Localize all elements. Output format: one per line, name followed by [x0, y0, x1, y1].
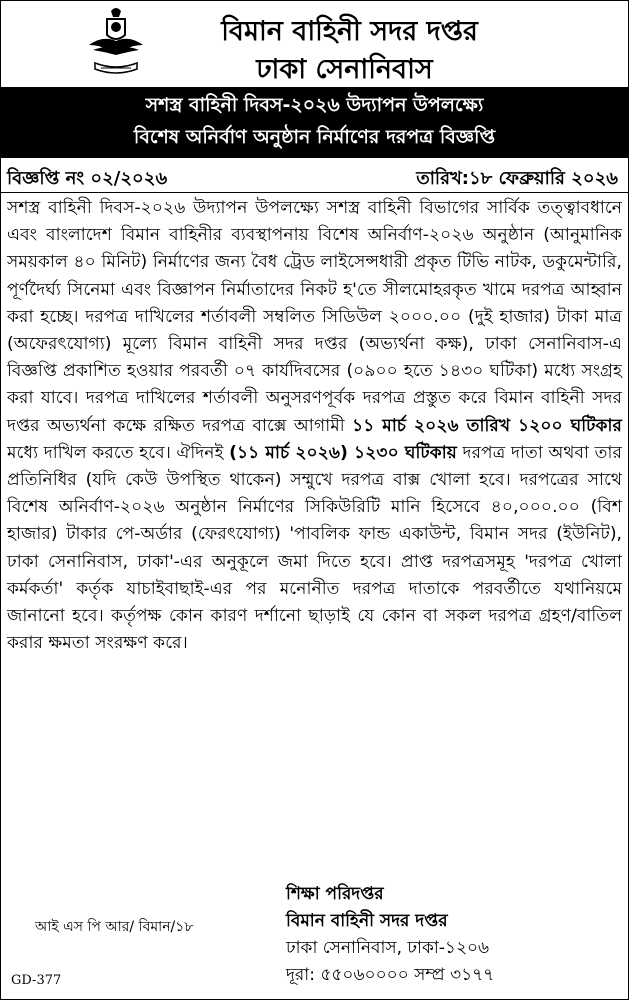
banner-line-2: বিশেষ অনির্বাণ অনুষ্ঠান নির্মাণের দরপত্র বিজ্ঞপ্তি: [133, 126, 496, 148]
body-part-1: সশস্ত্র বাহিনী দিবস-২০২৬ উদ্যাপন উপলক্ষ্যে সশস্ত্র বাহিনী বিভাগের সার্বিক তত্ত্বাবধানে এবং বাংলাদেশ বিমান বাহিনীর ব্যবস্থাপনায় বিশেষ অনির্বাণ-২০২৬ অনুষ্ঠান (আনুমানিক সময়কাল ৪০ মিনিট) নির্মাণের জন্য বৈধ ট্রেড লাইসেন্সধারী প্রকৃত টিভি নাটক, ডকুমেন্টারি, পূর্ণদৈর্ঘ্য সিনেমা এবং বিজ্ঞাপন নির্মাতাদের নিকট হ'তে সীলমোহরকৃত খামে দরপত্র আহ্বান করা হচ্ছে। দরপত্র দাখিলের শর্তাবলী সম্বলিত সিডিউল ২০০০.০০ (দুই হাজার) টাকা মাত্র (অফেরৎযোগ্য) মূল্যে বিমান বাহিনী সদর দপ্তর (অভ্যর্থনা কক্ষ), ঢাকা সেনানিবাস-এ বিজ্ঞপ্তি প্রকাশিত হওয়ার পরবর্তী ০৭ কার্যদিবসের (০৯০০ হতে ১৪৩০ ঘটিকা) মধ্যে সংগ্রহ করা যাবে। দরপত্র দাখিলের শর্তাবলী অনুসরণপূর্বক দরপত্র প্রস্তুত করে বিমান বাহিনী সদর দপ্তর অভ্যর্থনা কক্ষে রক্ষিত দরপত্র বাক্সে আগামী: [7, 198, 622, 436]
header-title: বিমান বাহিনী সদর দপ্তর: [221, 16, 478, 47]
sign-phone: দূরা: ৫৫০৬০০০০ সম্প্র ৩১৭৭: [286, 965, 495, 985]
body-part-2: মধ্যে দাখিল করতে হবে। ঐদিনই: [7, 442, 230, 463]
notice-banner: [1, 87, 628, 157]
footer: [1, 869, 628, 1001]
sign-directorate: শিক্ষা পরিদপ্তর: [286, 884, 384, 904]
body-bold-deadline: ১১ মার্চ ২০২৬ তারিখ ১২০০ ঘটিকার: [352, 415, 622, 436]
sign-hq: বিমান বাহিনী সদর দপ্তর: [286, 911, 448, 931]
sign-address: ঢাকা সেনানিবাস, ঢাকা-১২০৬: [286, 938, 490, 958]
header-subtitle: ঢাকা সেনানিবাস: [256, 54, 433, 85]
banner-line-1: সশস্ত্র বাহিনী দিবস-২০২৬ উদ্যাপন উপলক্ষ্যে: [145, 94, 484, 116]
signature-block: [286, 881, 494, 989]
notice-date: তারিখ:১৮ ফেব্রুয়ারি ২০২৬: [416, 168, 618, 189]
notice-body: [1, 193, 628, 657]
body-part-3: দরপত্র দাতা অথবা তার প্রতিনিধির (যদি কেউ উপস্থিত থাকেন) সম্মুখে দরপত্র বাক্স খোলা হবে। দরপত্রের সাথে বিশেষ অনির্বাণ-২০২৬ অনুষ্ঠান নির্মাণের সিকিউরিটি মানি হিসেবে ৪০,০০০.০০ (বিশ হাজার) টাকার পে-অর্ডার (ফেরৎযোগ্য) 'পাবলিক ফান্ড একাউন্ট, বিমান সদর (ইউনিট), ঢাকা সেনানিবাস, ঢাকা'-এর অনুকূলে জমা দিতে হবে। প্রাপ্ত দরপত্রসমূহ 'দরপত্র খোলা কর্মকর্তা' কর্তৃক যাচাইবাছাই-এর পর মনোনীত দরপত্র দাতাকে পরবর্তীতে যথানিয়মে জানানো হবে। কর্তৃপক্ষ কোন কারণ দর্শানো ছাড়াই যে কোন বা সকল দরপত্র গ্রহণ/বাতিল করার ক্ষমতা সংরক্ষণ করে।: [7, 442, 622, 654]
gd-code: GD-377: [11, 973, 62, 988]
reference-row: [1, 157, 628, 193]
ispr-code: আই এস পি আর/ বিমান/১৮: [35, 919, 194, 935]
notice-number: বিজ্ঞপ্তি নং ০২/২০২৬: [7, 168, 168, 189]
body-bold-opening: (১১ মার্চ ২০২৬) ১২৩০ ঘটিকায়: [229, 442, 457, 463]
header: [1, 1, 628, 87]
